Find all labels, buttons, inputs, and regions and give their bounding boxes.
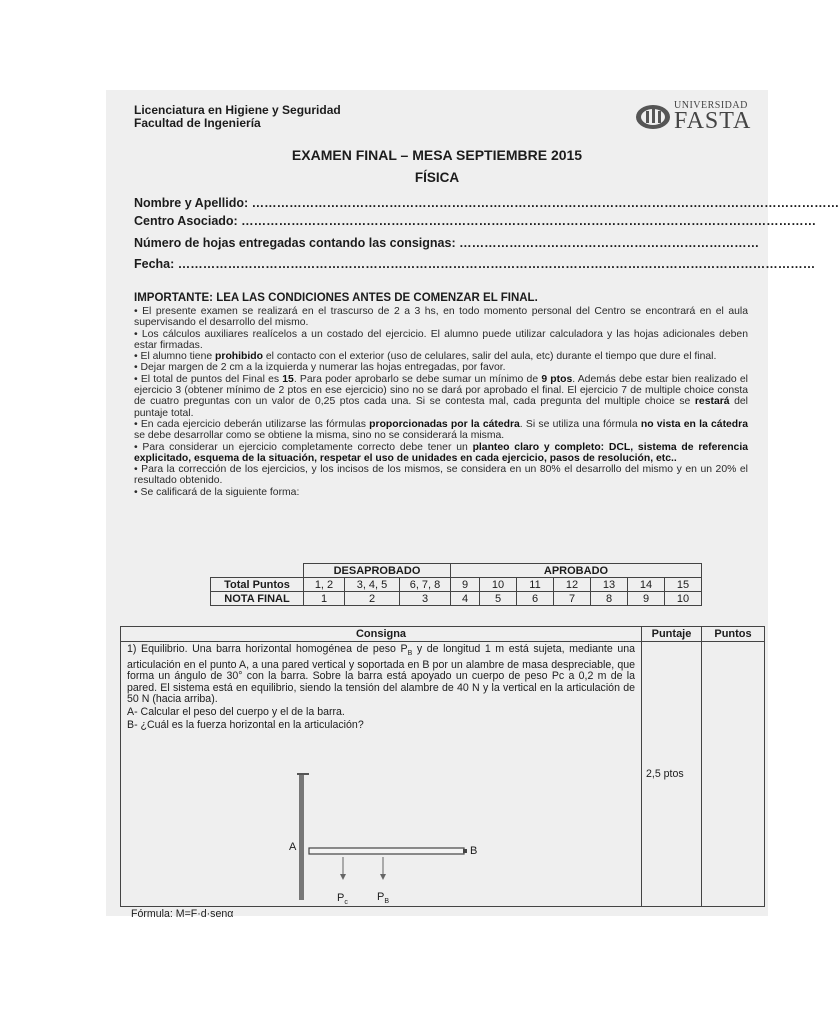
label-pb: $P_B$ bbox=[377, 891, 390, 906]
instruction-6: • En cada ejercicio deberán utilizarse las fórmulas proporcionadas por la cátedra. Si se utiliza una fórmula no vista en la cátedra se debe desarrollar como se obtiene la misma, sino no se considerará la misma. bbox=[134, 418, 748, 442]
field-centro: Centro Asociado: ………………………………………………………………………………………………………………………… bbox=[134, 214, 817, 228]
exercise-table bbox=[120, 626, 765, 920]
points-cell: 12 bbox=[554, 578, 591, 592]
grades-table bbox=[210, 563, 702, 606]
exercise-1-cell bbox=[121, 642, 642, 920]
label-point-b: B bbox=[470, 845, 478, 857]
total-puntos-label: Total Puntos bbox=[211, 578, 304, 592]
points-cell: 6, 7, 8 bbox=[400, 578, 451, 592]
nota-final-label: NOTA FINAL bbox=[211, 592, 304, 606]
fasta-emblem-icon bbox=[634, 102, 672, 130]
question-b: B- ¿Cuál es la fuerza horizontal en la articulación? bbox=[127, 718, 364, 731]
points-cell: 14 bbox=[628, 578, 665, 592]
note-cell: 10 bbox=[665, 592, 702, 606]
note-cell: 2 bbox=[345, 592, 400, 606]
label-pc: $P_c$ bbox=[337, 892, 348, 907]
bar bbox=[309, 848, 464, 854]
logo-text-universidad: UNIVERSIDAD bbox=[674, 100, 748, 111]
points-cell: 15 bbox=[665, 578, 702, 592]
note-cell: 6 bbox=[517, 592, 554, 606]
label-point-a: A bbox=[289, 841, 297, 853]
instruction-3: • El alumno tiene prohibido el contacto con el exterior (uso de celulares, salir del aula, etc) durante el tiempo que dure el final. bbox=[134, 351, 717, 363]
field-fecha: Fecha: ……………………………………………………………………………………………………………………………………… bbox=[134, 257, 816, 271]
puntaje-header: Puntaje bbox=[642, 627, 702, 642]
instruction-9: • Se calificará de la siguiente forma: bbox=[134, 486, 300, 498]
consigna-header: Consigna bbox=[121, 627, 642, 642]
points-cell: 3, 4, 5 bbox=[345, 578, 400, 592]
note-cell: 7 bbox=[554, 592, 591, 606]
logo-text-fasta: FASTA bbox=[674, 108, 752, 134]
points-cell: 1, 2 bbox=[304, 578, 345, 592]
puntaje-cell: 2,5 ptos bbox=[642, 642, 702, 907]
points-cell: 11 bbox=[517, 578, 554, 592]
career-name: Licenciatura en Higiene y Seguridad bbox=[134, 103, 341, 117]
wall bbox=[299, 774, 304, 900]
instruction-4: • Dejar margen de 2 cm a la izquierda y numerar las hojas entregadas, por favor. bbox=[134, 362, 506, 374]
note-cell: 5 bbox=[480, 592, 517, 606]
exercise-1-statement: 1) Equilibrio. Una barra horizontal homogénea de peso $P_B$ y de longitud 1 m está sujeta, mediante una articulación en el punto A, a una pared vertical y soportada en B por un alambre de masa despreciable, que forma un ángulo de 30° con la barra. Sobre la barra está apoyado un cuerpo de peso Pc a 0,2 m de la pared. El sistema está en equilibrio, siendo la tensión del alambre de 40 N y la vertical en la articulación de 50 N (hacia arriba). bbox=[127, 643, 635, 706]
desaprobado-header: DESAPROBADO bbox=[304, 564, 451, 578]
points-cell: 13 bbox=[591, 578, 628, 592]
instruction-1: • El presente examen se realizará en el trascurso de 2 a 3 hs, en todo momento personal del Centro se encontrará en el aula supervisando el desarrollo del mismo. bbox=[134, 306, 748, 329]
points-cell: 10 bbox=[480, 578, 517, 592]
note-cell: 3 bbox=[400, 592, 451, 606]
exam-subject: FÍSICA bbox=[414, 170, 460, 185]
instruction-5: • El total de puntos del Final es 15. Para poder aprobarlo se debe sumar un mínimo de 9 ptos. Además debe estar bien realizado el ejercicio 3 (obtener mínimo de 2 ptos en ese ejercicio) sino no se dará por aprobado el final. El ejercicio 7 de multiple choice consta de cuatro preguntas con un valor de 0,25 ptos cada una. Si se contesta mal, cada pregunta del multiple choice se restará del puntaje total. bbox=[134, 373, 748, 419]
exam-title: EXAMEN FINAL – MESA SEPTIEMBRE 2015 bbox=[291, 147, 583, 163]
aprobado-header: APROBADO bbox=[451, 564, 702, 578]
note-cell: 9 bbox=[628, 592, 665, 606]
university-logo bbox=[634, 98, 764, 138]
puntos-cell bbox=[702, 642, 765, 907]
puntos-header: Puntos bbox=[702, 627, 765, 642]
instructions-heading: IMPORTANTE: LEA LAS CONDICIONES ANTES DE COMENZAR EL FINAL. bbox=[134, 292, 538, 304]
field-nombre: Nombre y Apellido: …………………………………………………………………………………………………………………………… bbox=[134, 196, 839, 210]
points-cell: 9 bbox=[451, 578, 480, 592]
faculty-name: Facultad de Ingeniería bbox=[134, 116, 261, 130]
note-cell: 1 bbox=[304, 592, 345, 606]
formula-text: Fórmula: M=F·d·senα bbox=[131, 908, 234, 920]
field-hojas: Número de hojas entregadas contando las consignas: ……………………………………………………………… bbox=[134, 236, 760, 250]
instruction-8: • Para la corrección de los ejercicios, y los incisos de los mismos, se considera en un 80% el desarrollo del mismo y en un 20% el resultado obtenido. bbox=[134, 464, 748, 487]
instructions-body bbox=[134, 306, 748, 498]
note-cell: 4 bbox=[451, 592, 480, 606]
instruction-7: • Para considerar un ejercicio completamente correcto debe tener un planteo claro y completo: DCL, sistema de referencia explicitado, esquema de la situación, respetar el uso de unidades en cada ejercicio, pasos de resolución, etc.. bbox=[134, 441, 749, 464]
bar-diagram bbox=[291, 772, 491, 902]
question-a: A- Calcular el peso del cuerpo y el de la barra. bbox=[127, 706, 345, 719]
note-cell: 8 bbox=[591, 592, 628, 606]
instruction-2: • Los cálculos auxiliares realícelos a un costado del ejercicio. El alumno puede utilizar calculadora y las hojas adicionales deben estar firmadas. bbox=[134, 328, 748, 351]
